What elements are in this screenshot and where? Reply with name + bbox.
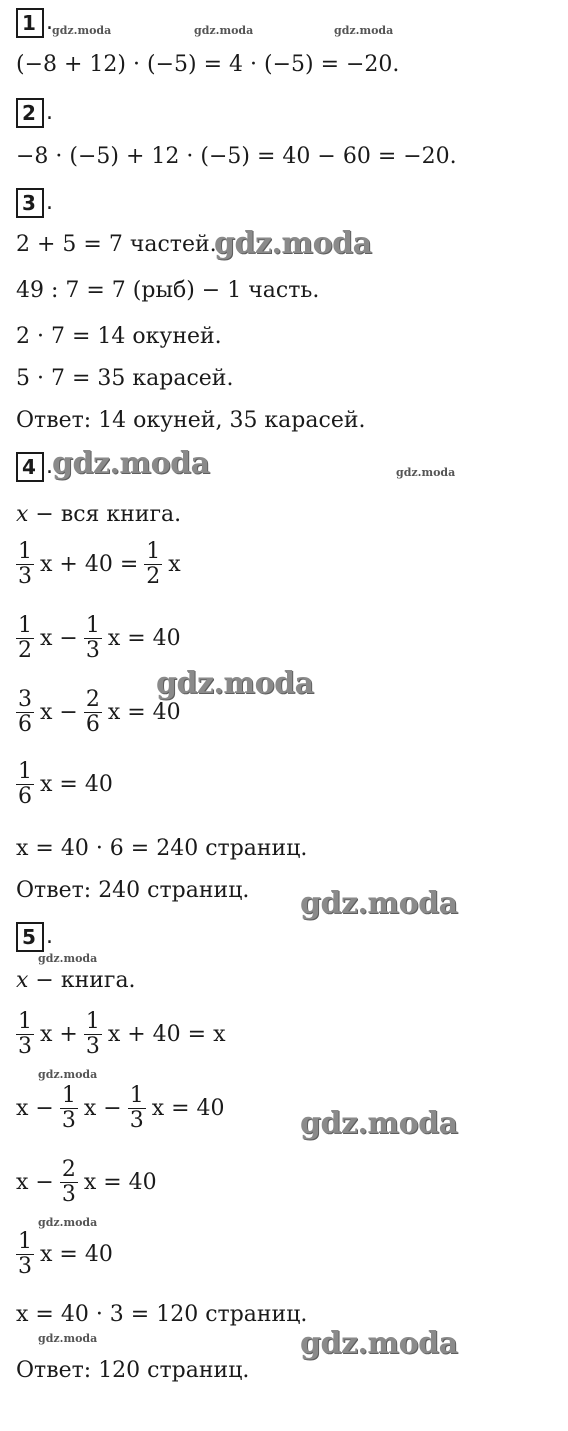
task5-intro [16,968,136,994]
fraction: $\frac{1}{3}$ [129,1083,144,1133]
fraction: $\frac{1}{3}$ [18,1009,32,1059]
variable-x: x [16,968,29,993]
watermark: gdz.moda [214,226,372,261]
equation-text: x − [16,1170,54,1195]
fraction: $\frac{1}{6}$ [18,759,32,809]
variable-x: x [16,502,29,527]
watermark: gdz.moda [52,446,210,481]
task-number-dot: . [46,10,53,35]
watermark: gdz.moda [396,466,456,479]
task1-line: (−8 + 12) · (−5) = 4 · (−5) = −20. [16,52,400,77]
watermark: gdz.moda [300,886,458,921]
watermark: gdz.moda [38,1216,98,1229]
equation-text: x − [16,1096,54,1121]
task3-line: 49 : 7 = 7 (рыб) − 1 часть. [16,278,320,303]
task5-equation-1 [16,1010,232,1059]
fraction: $\frac{1}{3}$ [61,1083,76,1133]
equation-text: x + 40 = x [107,1022,226,1047]
task4-equation-1 [16,540,187,589]
equation-text: x − [40,626,78,651]
task5-equation-3 [16,1158,163,1207]
fraction: $\frac{3}{6}$ [18,687,32,737]
task4-answer: Ответ: 240 страниц. [16,878,250,903]
task-number-5: 5 [16,922,44,952]
equation-text: x = 40 [40,772,113,797]
fraction: $\frac{2}{6}$ [85,687,100,737]
task4-equation-4 [16,760,119,809]
watermark: gdz.moda [52,24,112,37]
intro-text: − книга. [28,968,136,993]
watermark: gdz.moda [194,24,254,37]
task-number-4: 4 [16,452,44,482]
intro-text: − вся книга. [28,502,182,527]
fraction: $\frac{1}{2}$ [146,539,161,589]
watermark: gdz.moda [38,1332,98,1345]
fraction: $\frac{1}{3}$ [18,1229,32,1279]
task4-equation-2 [16,614,187,663]
watermark: gdz.moda [38,1068,98,1081]
fraction: $\frac{1}{3}$ [18,539,32,589]
task-number-dot: . [46,190,53,215]
equation-text: x − [83,1096,122,1121]
equation-text: x = 40 [107,626,181,651]
task4-equation-5: x = 40 · 6 = 240 страниц. [16,836,308,861]
watermark: gdz.moda [300,1106,458,1141]
task3-line: 5 · 7 = 35 карасей. [16,366,234,391]
task3-line: 2 · 7 = 14 окуней. [16,324,222,349]
equation-text: x + [40,1022,78,1047]
task5-answer: Ответ: 120 страниц. [16,1358,250,1383]
fraction: $\frac{1}{2}$ [18,613,32,663]
task5-equation-2 [16,1084,231,1133]
equation-text: x = 40 [83,1170,157,1195]
watermark: gdz.moda [334,24,394,37]
fraction: $\frac{1}{3}$ [85,613,100,663]
equation-text: x = 40 [40,1242,113,1267]
task-number-dot: . [46,924,53,949]
task4-intro [16,502,181,528]
watermark: gdz.moda [156,666,314,701]
fraction: $\frac{1}{3}$ [85,1009,100,1059]
equation-text: x − [40,700,78,725]
task-number-2: 2 [16,98,44,128]
task5-equation-5: x = 40 · 3 = 120 страниц. [16,1302,308,1327]
equation-text: x + 40 = [40,552,139,577]
equation-text: x [168,552,181,577]
task-number-1: 1 [16,8,44,38]
task-number-dot: . [46,454,53,479]
task3-line: 2 + 5 = 7 частей. [16,232,217,257]
equation-text: x = 40 [107,700,181,725]
task-number-3: 3 [16,188,44,218]
task2-line: −8 · (−5) + 12 · (−5) = 40 − 60 = −20. [16,144,457,169]
fraction: $\frac{2}{3}$ [61,1157,76,1207]
equation-text: x = 40 [151,1096,225,1121]
watermark: gdz.moda [300,1326,458,1361]
task3-answer: Ответ: 14 окуней, 35 карасей. [16,408,366,433]
task-number-dot: . [46,100,53,125]
watermark: gdz.moda [38,952,98,965]
task5-equation-4 [16,1230,119,1279]
